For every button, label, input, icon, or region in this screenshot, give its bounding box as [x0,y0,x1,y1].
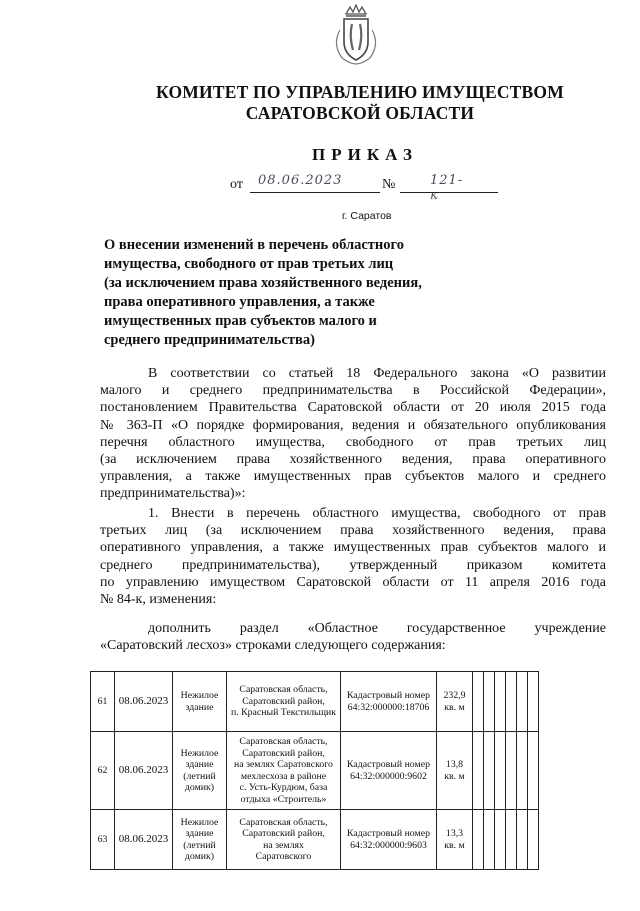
text-line: перечня областного имущества, свободного от прав третьих лиц [100,434,606,450]
empty-cell [528,672,539,732]
number-underline [400,192,498,193]
row-object-type: Нежилое здание (летний домик) [173,810,227,870]
empty-cell [484,732,495,810]
table-row [91,732,539,810]
row-date: 08.06.2023 [115,672,173,732]
subject-line: имущества, свободного от прав третьих лиц [104,256,394,272]
row-cadastral-number: Кадастровый номер 64:32:000000:9602 [341,732,437,810]
row-date: 08.06.2023 [115,810,173,870]
number-label: № [382,177,396,192]
coat-of-arms-icon [328,4,384,66]
row-number: 61 [91,672,115,732]
text-line: среднего предпринимательства), утвержденный приказом комитета [100,557,606,573]
empty-cell [484,810,495,870]
subject-line: среднего предпринимательства) [104,332,315,348]
empty-cell [473,810,484,870]
empty-cell [495,732,506,810]
paragraph-item-1 [100,505,606,608]
text-line: «Саратовский лесхоз» строками следующего содержания: [100,638,446,654]
paragraph-addition [100,620,606,654]
empty-cell [495,810,506,870]
subject-line: права оперативного управления, а также [104,294,375,310]
text-line: В соответствии со статьей 18 Федерального закона «О развитии [148,366,606,381]
empty-cell [506,810,517,870]
empty-cell [517,732,528,810]
empty-cell [528,732,539,810]
row-area: 13,3 кв. м [437,810,473,870]
date-underline [250,192,380,193]
row-address: Саратовская область, Саратовский район, п. Красный Текстильщик [227,672,341,732]
empty-cell [517,672,528,732]
text-line: по управлению имуществом Саратовской области от 11 апреля 2016 года [100,574,606,590]
row-cadastral-number: Кадастровый номер 64:32:000000:9603 [341,810,437,870]
text-line: управления, а также имущественных прав субъектов малого и среднего [100,469,606,485]
table-row [91,810,539,870]
text-line: оперативного управления, а также имущественных прав субъектов малого и [100,540,606,556]
text-line: малого и среднего предпринимательства в Российской Федерации», [100,383,606,399]
text-line: постановлением Правительства Саратовской области от 20 июля 2015 года [100,400,606,416]
empty-cell [473,672,484,732]
row-area: 13,8 кв. м [437,732,473,810]
text-line: третьих лиц (за исключением права хозяйственного ведения, права [100,523,606,539]
row-area: 232,9 кв. м [437,672,473,732]
text-line: № 363-П «О порядке формирования, ведения и обязательного опубликования [100,417,606,433]
row-number: 62 [91,732,115,810]
subject-line: имущественных прав субъектов малого и [104,313,377,329]
organization-name-line-2: САРАТОВСКОЙ ОБЛАСТИ [245,103,475,123]
number-handwritten: 121-к [430,173,464,203]
empty-cell [484,672,495,732]
row-address: Саратовская область, Саратовский район, на землях Саратовского [227,810,341,870]
text-line: дополнить раздел «Областное государственное учреждение [148,621,606,636]
subject-line: О внесении изменений в перечень областного [104,237,405,253]
organization-name-line-1: КОМИТЕТ ПО УПРАВЛЕНИЮ ИМУЩЕСТВОМ [156,82,564,102]
date-handwritten: 08.06.2023 [258,173,343,188]
row-object-type: Нежилое здание [173,672,227,732]
empty-cell [495,672,506,732]
empty-cell [528,810,539,870]
empty-cell [506,672,517,732]
empty-cell [517,810,528,870]
document-title: ПРИКАЗ [312,145,418,164]
row-address: Саратовская область, Саратовский район, на землях Саратовского мехлесхоза в районе с. Усть-Курдюм, база отдыха «Строитель» [227,732,341,810]
property-table [90,671,539,870]
row-number: 63 [91,810,115,870]
row-date: 08.06.2023 [115,732,173,810]
text-line: предпринимательства)»: [100,486,246,502]
subject-line: (за исключением права хозяйственного ведения, [104,275,422,291]
subject-heading [104,236,464,350]
row-cadastral-number: Кадастровый номер 64:32:000000:18706 [341,672,437,732]
text-line: (за исключением права хозяйственного ведения, права оперативного [100,451,606,467]
empty-cell [473,732,484,810]
date-label: от [230,177,243,192]
empty-cell [506,732,517,810]
table-row [91,672,539,732]
paragraph-preamble [100,365,606,503]
city: г. Саратов [342,210,392,222]
row-object-type: Нежилое здание (летний домик) [173,732,227,810]
text-line: 1. Внести в перечень областного имущества, свободного от прав [148,506,606,521]
text-line: № 84-к, изменения: [100,591,217,607]
